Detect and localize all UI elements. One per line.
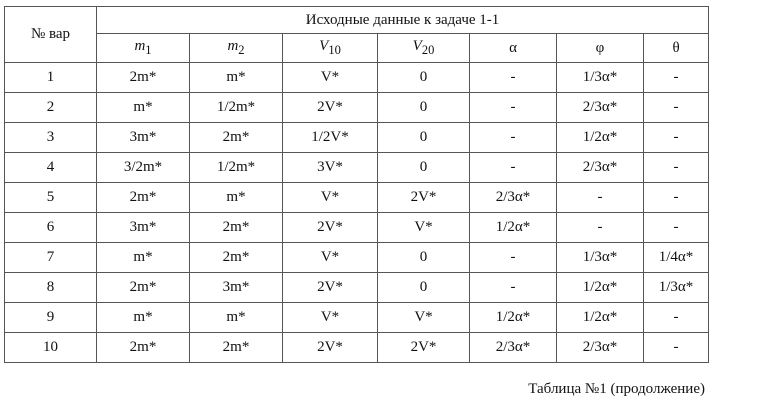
variant-number: 2: [5, 93, 97, 123]
cell-v20: 0: [378, 63, 470, 93]
cell-m1: 2m*: [97, 183, 190, 213]
cell-alpha: 2/3α*: [470, 183, 557, 213]
cell-alpha: -: [470, 273, 557, 303]
cell-theta: -: [644, 63, 709, 93]
cell-v10: 2V*: [283, 273, 378, 303]
cell-m2: 3m*: [190, 273, 283, 303]
cell-m2: 2m*: [190, 243, 283, 273]
cell-phi: 2/3α*: [557, 153, 644, 183]
cell-m1: 3m*: [97, 213, 190, 243]
cell-theta: 1/3α*: [644, 273, 709, 303]
cell-v20: 2V*: [378, 333, 470, 363]
column-header-symbol: m: [134, 38, 146, 54]
cell-theta: -: [644, 93, 709, 123]
cell-m1: m*: [97, 303, 190, 333]
cell-m2: 2m*: [190, 123, 283, 153]
variant-number: 3: [5, 123, 97, 153]
table-title: Исходные данные к задаче 1-1: [97, 7, 709, 34]
column-header-subscript: 20: [421, 43, 435, 57]
variant-number: 1: [5, 63, 97, 93]
column-header-subscript: 10: [328, 43, 341, 57]
cell-theta: -: [644, 333, 709, 363]
column-header-symbol: φ: [595, 39, 605, 56]
cell-v20: 2V*: [378, 183, 470, 213]
table-row: [5, 333, 709, 363]
column-header-m1: [97, 34, 190, 63]
table-row: [5, 243, 709, 273]
cell-v10: V*: [283, 63, 378, 93]
cell-theta: -: [644, 213, 709, 243]
table-row: [5, 303, 709, 333]
cell-m2: 2m*: [190, 333, 283, 363]
cell-phi: 1/2α*: [557, 123, 644, 153]
column-header-alpha: [470, 34, 557, 63]
cell-v10: 3V*: [283, 153, 378, 183]
table-row: [5, 123, 709, 153]
cell-v10: 2V*: [283, 213, 378, 243]
cell-v20: 0: [378, 123, 470, 153]
cell-theta: -: [644, 153, 709, 183]
table-row: [5, 273, 709, 303]
cell-m2: 2m*: [190, 213, 283, 243]
cell-m1: 3m*: [97, 123, 190, 153]
column-header-m2: [190, 34, 283, 63]
cell-m2: 1/2m*: [190, 153, 283, 183]
cell-phi: 1/3α*: [557, 243, 644, 273]
cell-v20: 0: [378, 153, 470, 183]
cell-alpha: -: [470, 153, 557, 183]
cell-phi: -: [557, 183, 644, 213]
column-header-symbol: α: [509, 39, 517, 56]
cell-v20: 0: [378, 243, 470, 273]
cell-m1: 3/2m*: [97, 153, 190, 183]
column-header-phi: [557, 34, 644, 63]
column-header-theta: [644, 34, 709, 63]
cell-v10: 2V*: [283, 93, 378, 123]
cell-v20: V*: [378, 213, 470, 243]
table-caption: Таблица №1 (продолжение): [528, 381, 705, 397]
cell-m1: m*: [97, 93, 190, 123]
cell-m2: m*: [190, 183, 283, 213]
cell-v20: 0: [378, 273, 470, 303]
cell-alpha: 1/2α*: [470, 213, 557, 243]
table-row: [5, 63, 709, 93]
cell-phi: 2/3α*: [557, 333, 644, 363]
cell-v10: V*: [283, 243, 378, 273]
cell-theta: -: [644, 303, 709, 333]
column-header-subscript: 2: [238, 43, 245, 57]
cell-m1: 2m*: [97, 273, 190, 303]
cell-phi: 1/2α*: [557, 303, 644, 333]
cell-phi: 1/2α*: [557, 273, 644, 303]
table-row: [5, 213, 709, 243]
variant-number: 9: [5, 303, 97, 333]
cell-m2: 1/2m*: [190, 93, 283, 123]
cell-v20: 0: [378, 93, 470, 123]
cell-phi: 1/3α*: [557, 63, 644, 93]
column-header-symbol: V: [412, 38, 422, 54]
table-title-row: [5, 7, 709, 34]
variant-number: 5: [5, 183, 97, 213]
cell-v10: 2V*: [283, 333, 378, 363]
column-header-subscript: 1: [145, 43, 152, 57]
cell-m1: 2m*: [97, 63, 190, 93]
table-body: [5, 63, 709, 363]
variant-number: 4: [5, 153, 97, 183]
variant-number: 10: [5, 333, 97, 363]
cell-m1: 2m*: [97, 333, 190, 363]
cell-m2: m*: [190, 63, 283, 93]
cell-alpha: -: [470, 93, 557, 123]
cell-v10: 1/2V*: [283, 123, 378, 153]
table-row: [5, 93, 709, 123]
cell-alpha: -: [470, 63, 557, 93]
variant-number: 8: [5, 273, 97, 303]
variant-header: № вар: [5, 7, 97, 63]
cell-phi: 2/3α*: [557, 93, 644, 123]
cell-theta: -: [644, 183, 709, 213]
table-row: [5, 153, 709, 183]
cell-alpha: -: [470, 123, 557, 153]
column-header-symbol: m: [227, 38, 239, 54]
column-header-symbol: V: [319, 38, 329, 54]
cell-v20: V*: [378, 303, 470, 333]
cell-m2: m*: [190, 303, 283, 333]
column-header-row: [5, 34, 709, 63]
column-header-v20: [378, 34, 470, 63]
cell-alpha: 1/2α*: [470, 303, 557, 333]
cell-theta: -: [644, 123, 709, 153]
cell-v10: V*: [283, 183, 378, 213]
cell-v10: V*: [283, 303, 378, 333]
column-header-symbol: θ: [672, 39, 680, 56]
cell-alpha: -: [470, 243, 557, 273]
cell-theta: 1/4α*: [644, 243, 709, 273]
data-table: [4, 6, 709, 363]
variant-number: 6: [5, 213, 97, 243]
cell-phi: -: [557, 213, 644, 243]
column-header-v10: [283, 34, 378, 63]
table-row: [5, 183, 709, 213]
cell-m1: m*: [97, 243, 190, 273]
variant-number: 7: [5, 243, 97, 273]
cell-alpha: 2/3α*: [470, 333, 557, 363]
